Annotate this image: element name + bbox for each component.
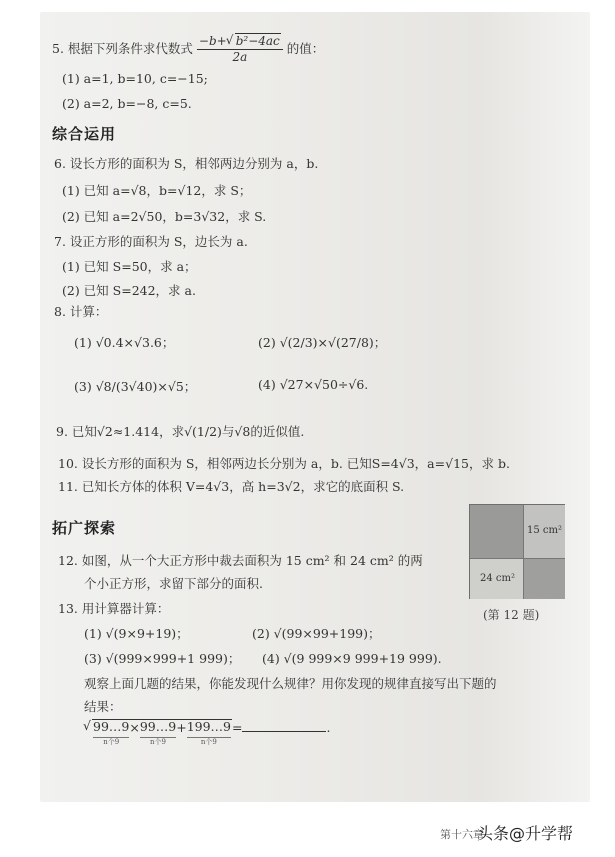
figure-caption: (第 12 题) bbox=[483, 608, 540, 622]
underbrace-term-3: 199…9 n个9 bbox=[186, 719, 231, 746]
figure-region-bottom-right bbox=[523, 558, 565, 599]
figure-region-top-left bbox=[470, 505, 523, 558]
problem-13-stem: 13. 用计算器计算： bbox=[58, 601, 170, 616]
problem-13-part-3: (3) √(999×999+1 999)； bbox=[84, 651, 241, 666]
problem-5-stem: 5. 根据下列条件求代数式 $\frac{\text{−b+ √ b²−4ac}}{2a}$ 的值： bbox=[52, 34, 324, 65]
problem-5-part-2: (2) a=2, b=−8, c=5. bbox=[62, 96, 192, 111]
figure-square-15: 15 cm² bbox=[523, 505, 565, 558]
problem-7-part-2: (2) 已知 S=242，求 a. bbox=[62, 283, 196, 298]
problem-8-part-1: (1) √0.4×√3.6； bbox=[74, 335, 175, 350]
answer-blank[interactable] bbox=[242, 719, 326, 732]
problem-12-square-figure bbox=[469, 504, 565, 599]
section-heading-comprehensive: 综合运用 bbox=[52, 125, 117, 143]
problem-8-part-4: (4) √27×√50÷√6. bbox=[258, 377, 369, 392]
watermark: 头条@升学帮 bbox=[477, 824, 574, 843]
problem-13-part-1: (1) √(9×9+19)； bbox=[84, 626, 189, 641]
problem-13-part-2: (2) √(99×99+199)； bbox=[252, 626, 381, 641]
section-heading-extension: 拓广探索 bbox=[52, 519, 117, 537]
problem-7-part-1: (1) 已知 S=50，求 a； bbox=[62, 259, 197, 274]
problem-8-part-2: (2) √(2/3)×√(27/8)； bbox=[258, 335, 387, 350]
problem-5-part-1: (1) a=1, b=10, c=−15; bbox=[62, 71, 208, 86]
problem-7-stem: 7. 设正方形的面积为 S，边长为 a. bbox=[54, 234, 248, 249]
problem-8-part-3: (3) √8/(3√40)×√5； bbox=[74, 379, 197, 394]
problem-6-part-1: (1) 已知 a=√8，b=√12，求 S； bbox=[62, 183, 252, 198]
problem-6-stem: 6. 设长方形的面积为 S，相邻两边分别为 a，b. bbox=[54, 156, 319, 171]
quadratic-formula: $\frac{\text{−b+ √ b²−4ac}}{2a}$ bbox=[197, 34, 283, 65]
problem-13-observe-line-2: 结果： bbox=[84, 699, 122, 714]
problem-9: 9. 已知√2≈1.414，求√(1/2)与√8的近似值. bbox=[56, 424, 305, 439]
underbrace-term-1: √ 99…9 n个9 bbox=[93, 719, 130, 746]
chapter-footer: 第十六章 bbox=[440, 828, 484, 841]
problem-13-part-4: (4) √(9 999×9 999+19 999). bbox=[262, 651, 442, 666]
underbrace-term-2: 99…9 n个9 bbox=[139, 719, 177, 746]
problem-13-observe-line-1: 观察上面几题的结果，你能发现什么规律？用你发现的规律直接写出下题的 bbox=[84, 676, 497, 691]
problem-12-line-1: 12. 如图，从一个大正方形中裁去面积为 15 cm² 和 24 cm² 的两 bbox=[58, 553, 423, 568]
problem-10: 10. 设长方形的面积为 S，相邻两边长分别为 a，b. 已知S=4√3，a=√15，求 b. bbox=[58, 456, 510, 471]
problem-8-stem: 8. 计算： bbox=[54, 304, 108, 319]
problem-6-part-2: (2) 已知 a=2√50，b=3√32，求 S. bbox=[62, 209, 267, 224]
problem-13-final-expression: √ 99…9 n个9 × 99…9 n个9 + 199…9 n个9 = . bbox=[84, 718, 330, 746]
problem-12-line-2: 个小正方形，求留下部分的面积. bbox=[84, 576, 263, 591]
figure-square-24: 24 cm² bbox=[470, 558, 523, 599]
problem-11: 11. 已知长方体的体积 V=4√3，高 h=3√2，求它的底面积 S. bbox=[58, 479, 405, 494]
